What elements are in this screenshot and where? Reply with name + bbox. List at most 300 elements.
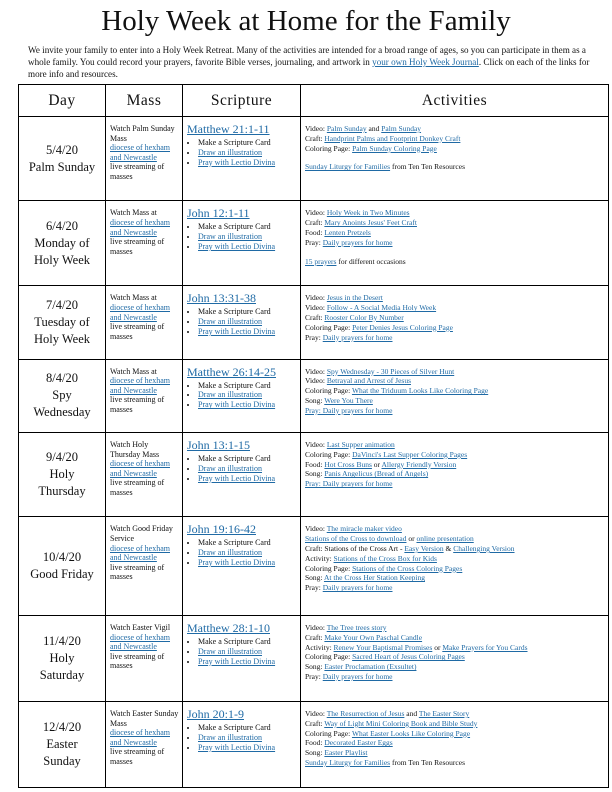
activity-link[interactable]: Holy Week in Two Minutes — [326, 208, 410, 218]
table-row — [19, 701, 609, 787]
day-label-line: 12/4/20 — [42, 719, 82, 734]
day-label-line: 9/4/20 — [46, 450, 78, 465]
intro-text-after: . Click on each of the links for more info and resources. — [28, 57, 590, 79]
diocese-link[interactable]: diocese of hexham and Newcastle — [110, 376, 170, 395]
mass-cell — [106, 201, 183, 286]
mass-label: Watch Mass at — [110, 293, 157, 303]
scripture-activity-link[interactable]: Pray with Lectio Divina — [198, 742, 276, 752]
activity-link[interactable]: Easter Proclamation (Exsultet) — [324, 662, 417, 672]
mass-streaming-note: live streaming of masses — [110, 237, 165, 256]
scripture-activity-link[interactable]: Pray with Lectio Divina — [198, 157, 276, 167]
activity-text: Coloring Page: — [305, 322, 353, 332]
activity-text: Video: — [305, 440, 327, 450]
activity-link[interactable]: Palm Sunday — [326, 124, 367, 133]
table-row — [19, 117, 609, 201]
mass-cell — [106, 359, 183, 432]
mass-label: Watch Good Friday Service — [110, 524, 173, 544]
activity-link[interactable]: The miracle maker video — [326, 524, 402, 534]
activity-link[interactable]: Daily prayers for home — [322, 672, 393, 681]
activity-link[interactable]: Daily prayers for home — [322, 237, 393, 247]
activity-link[interactable]: Challenging Version — [453, 544, 515, 554]
mass-label: Watch Mass at — [110, 208, 157, 218]
activity-line — [305, 313, 606, 323]
day-label-line: Saturday — [39, 668, 85, 682]
activity-text: Video: — [305, 124, 327, 133]
scripture-activity-item — [198, 637, 298, 647]
day-cell — [19, 517, 106, 616]
diocese-link[interactable]: diocese of hexham and Newcastle — [110, 728, 170, 747]
scripture-activity-link[interactable]: Pray with Lectio Divina — [198, 558, 276, 568]
scripture-cell — [183, 701, 301, 787]
mass-cell — [106, 517, 183, 616]
day-label-line: Good Friday — [30, 567, 94, 582]
activity-line — [305, 376, 606, 386]
activity-text: Song: — [305, 573, 324, 583]
activity-text: Food: — [305, 227, 325, 237]
activity-link[interactable]: What Easter Looks Like Coloring Page — [351, 728, 471, 738]
scripture-activity-link[interactable]: Pray with Lectio Divina — [198, 473, 276, 483]
scripture-reference-link[interactable]: John 20:1-9 — [187, 706, 244, 721]
scripture-activity-item — [198, 222, 298, 232]
activity-line — [305, 323, 606, 333]
scripture-cell — [183, 616, 301, 702]
activity-text: & — [443, 544, 454, 554]
activity-link[interactable]: Stations of the Cross Box for Kids — [333, 553, 437, 563]
activity-text: or — [432, 642, 443, 652]
activity-link[interactable]: Betrayal and Arrest of Jesus — [326, 376, 411, 386]
mass-label: Watch Mass at — [110, 366, 157, 376]
table-header-row — [19, 85, 609, 117]
activity-line — [305, 662, 606, 672]
activity-line — [305, 124, 606, 134]
day-label-line: Holy — [49, 467, 75, 482]
scripture-activity-list — [187, 138, 298, 167]
table-row — [19, 517, 609, 616]
header-activities: Activities — [301, 85, 609, 117]
scripture-card-text: Make a Scripture Card — [198, 538, 271, 548]
activity-line — [305, 450, 606, 460]
mass-streaming-note: live streaming of masses — [110, 562, 165, 582]
scripture-activity-link[interactable]: Draw an illustration — [198, 147, 262, 157]
activity-link[interactable]: Pray: Daily prayers for home — [305, 479, 393, 489]
diocese-link[interactable]: diocese of hexham and Newcastle — [110, 217, 170, 237]
activity-link[interactable]: Make Your Own Paschal Candle — [324, 632, 423, 642]
activity-link[interactable]: Sunday Liturgy for Families — [305, 757, 391, 767]
day-label-line: Holy Week — [33, 332, 91, 346]
scripture-activity-link[interactable]: Draw an illustration — [198, 390, 262, 400]
table-row — [19, 616, 609, 702]
activity-link[interactable]: Sacred Heart of Jesus Coloring Pages — [352, 652, 465, 662]
day-label-line: Spy — [52, 388, 72, 403]
scripture-activity-link[interactable]: Draw an illustration — [198, 732, 262, 742]
activity-spacer — [305, 153, 606, 162]
scripture-activity-list — [187, 307, 298, 336]
scripture-activity-item — [198, 148, 298, 158]
scripture-cell — [183, 286, 301, 359]
activity-link[interactable]: Way of Light Mini Coloring Book and Bible Study — [324, 718, 478, 728]
activity-text: Coloring Page: — [305, 386, 352, 396]
scripture-activity-item — [198, 464, 298, 474]
scripture-card-text: Make a Scripture Card — [198, 222, 271, 232]
activity-text: Coloring Page: — [305, 563, 353, 573]
activity-line — [305, 729, 606, 739]
page-title: Holy Week at Home for the Family — [101, 5, 511, 37]
header-day: Day — [19, 85, 106, 117]
activity-line — [305, 652, 606, 662]
activity-link[interactable]: Sunday Liturgy for Families — [305, 162, 391, 172]
activity-link[interactable]: DaVinci's Last Supper Coloring Pages — [352, 449, 468, 459]
day-label-line: Monday of — [34, 235, 90, 250]
activity-link[interactable]: Decorated Easter Eggs — [324, 738, 393, 748]
day-label-line: 8/4/20 — [46, 371, 78, 386]
scripture-activity-item — [198, 327, 298, 337]
scripture-activity-item — [198, 232, 298, 242]
scripture-activity-item — [198, 723, 298, 733]
mass-streaming-note: live streaming of masses — [110, 322, 165, 341]
scripture-card-text: Make a Scripture Card — [198, 722, 271, 732]
activity-text: Video: — [305, 524, 327, 534]
activity-line — [305, 554, 606, 564]
mass-label: Watch Holy Thursday Mass — [110, 440, 160, 459]
mass-label: Watch Palm Sunday Mass — [110, 124, 175, 143]
activity-line — [305, 406, 606, 416]
table-row — [19, 286, 609, 359]
activity-text: Activity: — [305, 642, 334, 652]
day-label-line: Thursday — [38, 484, 86, 499]
activity-text: Food: — [305, 738, 325, 748]
scripture-reference-link[interactable]: Matthew 21:1-11 — [187, 122, 270, 136]
activity-line — [305, 144, 606, 154]
intro-paragraph — [28, 44, 590, 80]
activity-link[interactable]: 15 prayers — [305, 256, 337, 266]
activity-line — [305, 534, 606, 544]
activity-link[interactable]: What the Triduum Looks Like Coloring Page — [351, 386, 489, 396]
activity-link[interactable]: Lenten Pretzels — [324, 227, 371, 237]
activity-text: Pray: — [305, 672, 323, 681]
scripture-reference-link[interactable]: Matthew 26:14-25 — [187, 364, 276, 379]
scripture-cell — [183, 201, 301, 286]
scripture-cell — [183, 433, 301, 517]
activity-link[interactable]: The Easter Story — [418, 708, 470, 718]
activity-line — [305, 719, 606, 729]
scripture-activity-link[interactable]: Draw an illustration — [198, 463, 262, 473]
scripture-activity-list — [187, 222, 298, 251]
scripture-activity-item — [198, 307, 298, 317]
day-cell — [19, 433, 106, 517]
activity-text: Craft: — [305, 312, 325, 322]
activity-text: Video: — [305, 293, 327, 303]
scripture-activity-list — [187, 454, 298, 483]
activity-text: Video: — [305, 208, 327, 218]
activity-text: Coloring Page: — [305, 652, 353, 662]
scripture-activity-item — [198, 743, 298, 753]
day-cell — [19, 359, 106, 432]
holy-week-journal-link[interactable]: your own Holy Week Journal — [372, 57, 479, 67]
activity-line — [305, 583, 606, 593]
activity-text: Song: — [305, 396, 325, 406]
activity-line — [305, 333, 606, 343]
scripture-activity-item — [198, 474, 298, 484]
activity-spacer — [305, 248, 606, 257]
scripture-activity-item — [198, 733, 298, 743]
diocese-link[interactable]: diocese of hexham and Newcastle — [110, 143, 170, 162]
mass-streaming-note: live streaming of masses — [110, 162, 165, 181]
activity-line — [305, 257, 606, 267]
intro-text: We invite your family to enter into a Holy Week Retreat. Many of the activities are intended for a broad range of ages, so you can participate in them as a whole family. You could record your prayers, favorite Bible verses, journaling, and artwork in — [28, 45, 586, 67]
activity-link[interactable]: Easy Version — [404, 544, 444, 554]
activity-line — [305, 238, 606, 248]
scripture-card-text: Make a Scripture Card — [198, 637, 271, 647]
activity-link[interactable]: Allergy Friendly Version — [381, 459, 457, 469]
activities-cell — [301, 701, 609, 787]
activity-text: Pray: — [305, 332, 323, 342]
scripture-activity-item — [198, 381, 298, 391]
activity-line — [305, 633, 606, 643]
table-row — [19, 201, 609, 286]
scripture-activity-item — [198, 317, 298, 327]
mass-label: Watch Easter Vigil — [110, 623, 171, 633]
activity-line — [305, 469, 606, 479]
scripture-activity-list — [187, 637, 298, 666]
activity-link[interactable]: Jesus in the Desert — [326, 293, 383, 303]
activity-line — [305, 293, 606, 303]
day-label-line: 10/4/20 — [42, 550, 82, 565]
scripture-activity-link[interactable]: Pray with Lectio Divina — [198, 241, 276, 251]
scripture-cell — [183, 517, 301, 616]
activity-line — [305, 228, 606, 238]
scripture-activity-item — [198, 558, 298, 568]
activity-link[interactable]: Palm Sunday — [381, 124, 422, 133]
scripture-card-text: Make a Scripture Card — [198, 307, 271, 317]
mass-streaming-note: live streaming of masses — [110, 478, 165, 498]
activity-link[interactable]: The Resurrection of Jesus — [326, 708, 405, 718]
day-cell — [19, 286, 106, 359]
activity-link[interactable]: Handprint Palms and Footprint Donkey Craft — [324, 133, 461, 143]
day-label-line: Sunday — [43, 753, 81, 768]
day-cell — [19, 616, 106, 702]
activity-line — [305, 208, 606, 218]
scripture-activity-link[interactable]: Draw an illustration — [198, 548, 262, 558]
scripture-activity-item — [198, 647, 298, 657]
activity-link[interactable]: Were You There — [324, 396, 373, 406]
activities-cell — [301, 117, 609, 201]
activities-cell — [301, 201, 609, 286]
scripture-reference-link[interactable]: John 12:1-11 — [187, 206, 250, 221]
activity-line — [305, 709, 606, 719]
day-label-line: Holy — [49, 651, 75, 665]
mass-cell — [106, 701, 183, 787]
scripture-activity-item — [198, 538, 298, 548]
table-row — [19, 359, 609, 432]
day-label-line: 6/4/20 — [46, 218, 78, 233]
mass-streaming-note: live streaming of masses — [110, 395, 165, 415]
activity-link[interactable]: At the Cross Her Station Keeping — [323, 573, 425, 583]
scripture-activity-item — [198, 158, 298, 168]
activity-link[interactable]: online presentation — [416, 534, 474, 544]
activity-line — [305, 643, 606, 653]
activity-link[interactable]: The Tree trees story — [326, 623, 387, 633]
activity-text: Craft: — [305, 218, 325, 228]
scripture-activity-list — [187, 538, 298, 567]
day-label-line: Holy Week — [33, 252, 91, 267]
scripture-activity-link[interactable]: Pray with Lectio Divina — [198, 326, 276, 336]
activity-line — [305, 738, 606, 748]
table-row — [19, 433, 609, 517]
day-label-line: Easter — [46, 736, 78, 751]
scripture-reference-link[interactable]: John 13:1-15 — [187, 438, 250, 453]
activity-link[interactable]: Easter Playlist — [324, 748, 368, 758]
day-cell — [19, 117, 106, 201]
activity-link[interactable]: Make Prayers for You Cards — [442, 642, 528, 652]
day-cell — [19, 201, 106, 286]
activity-line — [305, 303, 606, 313]
activity-line — [305, 367, 606, 377]
scripture-activity-link[interactable]: Draw an illustration — [198, 646, 262, 656]
activity-text: or — [406, 534, 417, 544]
scripture-card-text: Make a Scripture Card — [198, 380, 271, 390]
activity-text: Video: — [305, 708, 327, 718]
activity-text: Food: — [305, 459, 325, 469]
activity-link[interactable]: Daily prayers for home — [322, 583, 393, 593]
mass-cell — [106, 286, 183, 359]
scripture-activity-link[interactable]: Pray with Lectio Divina — [198, 400, 276, 410]
activity-text: Craft: — [305, 133, 325, 143]
activity-link[interactable]: Follow - A Social Media Holy Week — [326, 303, 437, 313]
diocese-link[interactable]: diocese of hexham and Newcastle — [110, 302, 170, 322]
activity-line — [305, 748, 606, 758]
scripture-reference-link[interactable]: Matthew 28:1-10 — [187, 621, 270, 636]
mass-cell — [106, 433, 183, 517]
activity-link[interactable]: Renew Your Baptismal Promises — [333, 642, 433, 652]
activity-line — [305, 479, 606, 489]
activity-text: Pray: — [305, 583, 323, 593]
scripture-card-text: Make a Scripture Card — [198, 454, 271, 464]
activity-text: Song: — [305, 469, 325, 479]
activity-text: Pray: — [305, 237, 323, 247]
diocese-link[interactable]: diocese of hexham and Newcastle — [110, 459, 170, 478]
scripture-activity-link[interactable]: Draw an illustration — [198, 317, 262, 327]
header-scripture: Scripture — [183, 85, 301, 117]
diocese-link[interactable]: diocese of hexham and Newcastle — [110, 632, 170, 652]
mass-streaming-note: live streaming of masses — [110, 651, 165, 671]
day-label-line: Tuesday of — [34, 315, 90, 329]
activities-cell — [301, 359, 609, 432]
activity-link[interactable]: Panis Angelicus (Bread of Angels) — [324, 469, 429, 479]
scripture-reference-link[interactable]: John 13:31-38 — [187, 291, 256, 306]
activity-line — [305, 460, 606, 470]
scripture-cell — [183, 359, 301, 432]
activity-link[interactable]: Palm Sunday Coloring Page — [352, 143, 437, 153]
day-label-line: Palm Sunday — [28, 159, 96, 174]
scripture-activity-item — [198, 454, 298, 464]
scripture-activity-list — [187, 381, 298, 410]
scripture-cell — [183, 117, 301, 201]
activity-text: Coloring Page: — [305, 728, 352, 738]
mass-streaming-note: live streaming of masses — [110, 747, 165, 766]
scripture-activity-item — [198, 657, 298, 667]
activity-text: Coloring Page: — [305, 449, 353, 459]
activity-line — [305, 758, 606, 768]
activity-link[interactable]: Stations of the Cross Coloring Pages — [352, 563, 463, 573]
scripture-reference-link[interactable]: John 19:16-42 — [187, 522, 256, 537]
activity-line — [305, 134, 606, 144]
activity-text: and — [404, 708, 419, 718]
activity-line — [305, 564, 606, 574]
activity-line — [305, 440, 606, 450]
header-mass: Mass — [106, 85, 183, 117]
scripture-activity-item — [198, 548, 298, 558]
activity-text: Craft: — [305, 632, 325, 642]
activities-cell — [301, 286, 609, 359]
activity-link[interactable]: Peter Denies Jesus Coloring Page — [352, 322, 453, 332]
activity-text: and — [366, 124, 382, 133]
activity-link[interactable]: Hot Cross Buns — [324, 459, 372, 469]
activity-link[interactable]: Rooster Color By Number — [324, 312, 404, 322]
activity-line — [305, 386, 606, 396]
scripture-activity-link[interactable]: Draw an illustration — [198, 232, 262, 242]
activity-text: from Ten Ten Resources — [390, 757, 465, 767]
scripture-activity-item — [198, 390, 298, 400]
mass-cell — [106, 616, 183, 702]
activity-line — [305, 573, 606, 583]
day-label-line: 7/4/20 — [46, 298, 78, 312]
activity-link[interactable]: Stations of the Cross to download — [305, 534, 407, 544]
activity-link[interactable]: Mary Anoints Jesus' Feet Craft — [324, 218, 417, 228]
mass-cell — [106, 117, 183, 201]
scripture-activity-link[interactable]: Pray with Lectio Divina — [198, 656, 276, 666]
mass-label: Watch Easter Sunday Mass — [110, 708, 179, 728]
activity-line — [305, 162, 606, 172]
activity-text: Craft: — [305, 718, 325, 728]
activities-cell — [301, 517, 609, 616]
scripture-activity-item — [198, 400, 298, 410]
activity-line — [305, 623, 606, 633]
activities-cell — [301, 616, 609, 702]
activity-text: Video: — [305, 303, 327, 313]
scripture-activity-item — [198, 138, 298, 148]
activity-text: or — [371, 459, 382, 469]
diocese-link[interactable]: diocese of hexham and Newcastle — [110, 543, 170, 563]
day-label-line: Wednesday — [33, 405, 91, 420]
day-label-line: 11/4/20 — [43, 634, 81, 648]
activity-line — [305, 396, 606, 406]
activity-text: Video: — [305, 366, 327, 376]
holy-week-table — [18, 84, 609, 788]
activities-cell — [301, 433, 609, 517]
activity-text: for different occasions — [336, 256, 406, 266]
scripture-activity-item — [198, 242, 298, 252]
day-cell — [19, 701, 106, 787]
day-label-line: 5/4/20 — [46, 142, 78, 157]
activity-link[interactable]: Last Supper animation — [326, 440, 395, 450]
activity-text: Activity: — [305, 553, 334, 563]
activity-text: Video: — [305, 376, 327, 386]
activity-text: Song: — [305, 662, 325, 672]
activity-line — [305, 544, 606, 554]
scripture-activity-list — [187, 723, 298, 752]
activity-text: Video: — [305, 623, 327, 633]
scripture-card-text: Make a Scripture Card — [198, 138, 271, 147]
activity-link[interactable]: Daily prayers for home — [322, 332, 393, 342]
activity-line — [305, 218, 606, 228]
activity-link[interactable]: Pray: Daily prayers for home — [305, 405, 393, 415]
activity-text: from Ten Ten Resources — [390, 162, 465, 172]
activity-link[interactable]: Spy Wednesday - 30 Pieces of Silver Hunt — [326, 366, 455, 376]
activity-text: Craft: Stations of the Cross Art - — [305, 544, 405, 554]
activity-text: Coloring Page: — [305, 143, 353, 153]
activity-line — [305, 524, 606, 534]
activity-text: Song: — [305, 748, 325, 758]
